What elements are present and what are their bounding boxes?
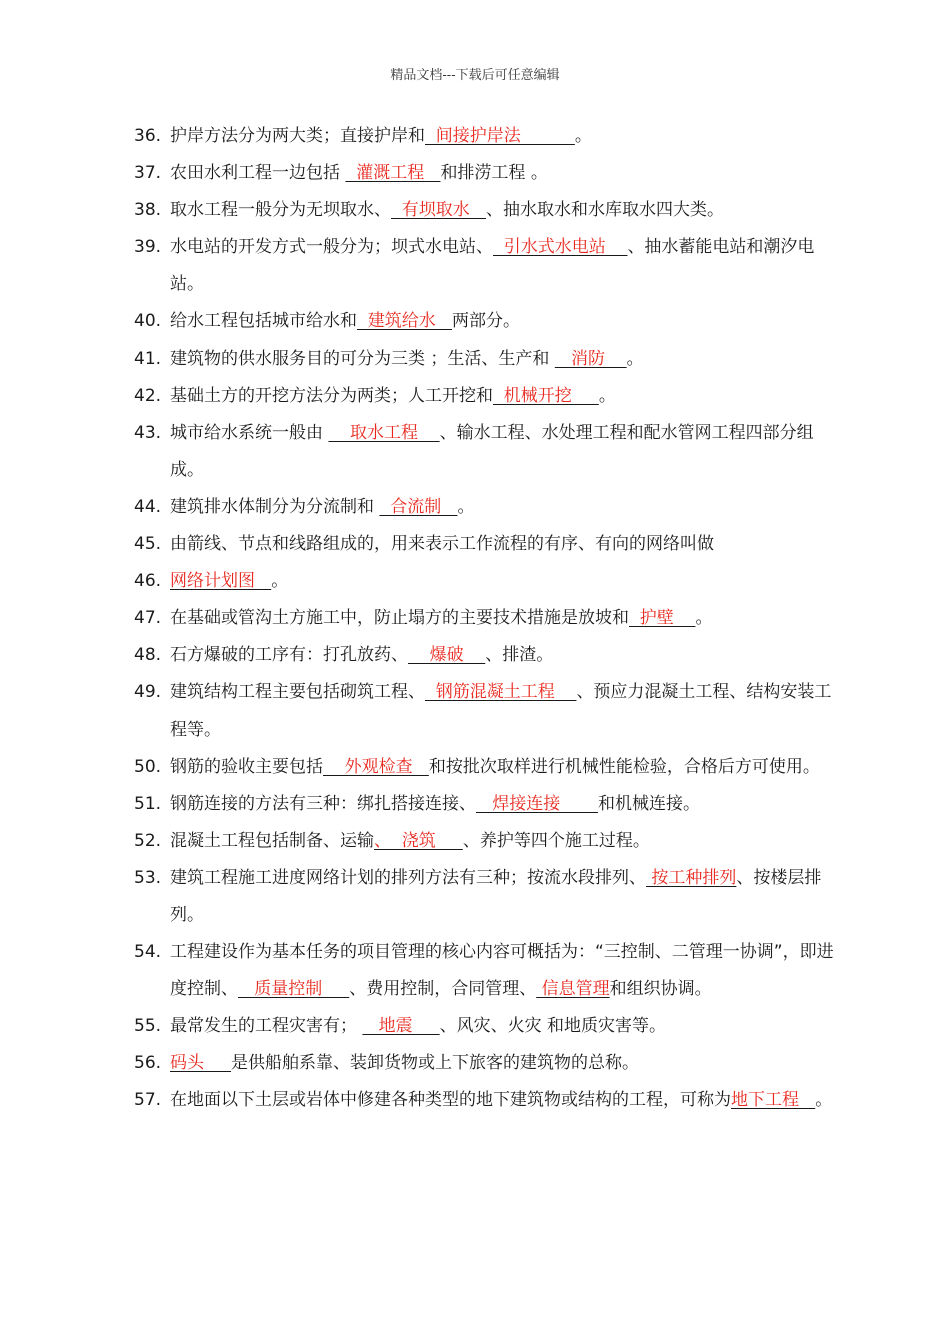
question-item bbox=[134, 303, 834, 340]
question-segment: 建筑物的供水服务目的可分为三类 ；生活、生产和 bbox=[170, 348, 555, 369]
question-segment: 和机械连接。 bbox=[598, 793, 701, 814]
question-segment: 和组织协调。 bbox=[609, 979, 712, 1000]
answer-blank: 按工种排列 bbox=[646, 867, 737, 888]
question-text bbox=[170, 303, 834, 340]
question-text bbox=[170, 674, 834, 748]
question-number: 56. bbox=[134, 1053, 162, 1074]
question-number: 42. bbox=[134, 385, 162, 406]
question-text bbox=[170, 415, 834, 489]
question-text bbox=[170, 860, 834, 934]
question-item bbox=[134, 415, 834, 489]
question-segment: 、预应力混凝土工程、结构安装工程等。 bbox=[170, 682, 832, 740]
question-text bbox=[170, 192, 834, 229]
question-segment: 、按楼层排列。 bbox=[170, 867, 822, 925]
question-item bbox=[134, 1082, 834, 1119]
answer-blank: 爆破 bbox=[408, 645, 486, 666]
answer-blank: 灌溉工程 bbox=[345, 163, 441, 184]
question-text bbox=[170, 1008, 834, 1045]
answer-blank: 网络计划图 bbox=[170, 571, 272, 592]
question-number: 52. bbox=[134, 830, 162, 851]
answer-blank: 间接护岸法 bbox=[425, 126, 575, 146]
question-segment: 钢筋连接的方法有三种：绑扎搭接连接、 bbox=[170, 793, 476, 814]
question-item bbox=[134, 1008, 834, 1045]
question-item bbox=[134, 526, 834, 563]
answer-blank: 取水工程 bbox=[328, 422, 440, 443]
question-segment: 、养护等四个施工过程。 bbox=[462, 830, 650, 851]
question-segment: 。 bbox=[598, 385, 616, 406]
question-text bbox=[170, 823, 834, 860]
question-segment: 、费用控制，合同管理、 bbox=[349, 979, 537, 1000]
question-item bbox=[134, 118, 834, 155]
question-number: 53. bbox=[134, 867, 162, 888]
answer-blank: 建筑给水 bbox=[357, 311, 453, 332]
question-segment: 由箭线、节点和线路组成的，用来表示工作流程的有序、有向的网络叫做 bbox=[170, 534, 714, 555]
question-item bbox=[134, 489, 834, 526]
question-segment: 农田水利工程一边包括 bbox=[170, 163, 346, 184]
question-item bbox=[134, 600, 834, 637]
question-item bbox=[134, 192, 834, 229]
question-text bbox=[170, 378, 834, 415]
question-text bbox=[170, 229, 834, 303]
question-number: 37. bbox=[134, 163, 162, 184]
question-text bbox=[170, 118, 834, 155]
question-segment: 水电站的开发方式一般分为；坝式水电站、 bbox=[170, 237, 493, 258]
question-number: 47. bbox=[134, 608, 162, 629]
answer-blank: 外观检查 bbox=[323, 756, 429, 777]
question-segment: 最常发生的工程灾害有； bbox=[170, 1016, 363, 1037]
question-text bbox=[170, 934, 834, 1008]
question-text bbox=[170, 155, 834, 192]
question-number: 40. bbox=[134, 311, 162, 332]
question-segment: 钢筋的验收主要包括 bbox=[170, 756, 323, 777]
question-segment: 。 bbox=[271, 571, 289, 592]
answer-blank: 码头 bbox=[170, 1053, 232, 1074]
question-number: 41. bbox=[134, 348, 162, 369]
question-segment: 。 bbox=[574, 126, 592, 146]
answer-blank: 信息管理 bbox=[536, 979, 610, 1000]
answer-blank: 地震 bbox=[362, 1016, 440, 1037]
question-segment: 。 bbox=[626, 348, 644, 369]
question-number: 50. bbox=[134, 756, 162, 777]
question-segment: 、风灾、火灾 和地质灾害等。 bbox=[439, 1016, 667, 1037]
question-text bbox=[170, 1045, 834, 1082]
question-item bbox=[134, 378, 834, 415]
question-number: 39. bbox=[134, 237, 162, 258]
question-segment: 、输水工程、水处理工程和配水管网工程四部分组成。 bbox=[170, 422, 814, 480]
question-number: 38. bbox=[134, 200, 162, 221]
question-text bbox=[170, 341, 834, 378]
question-text bbox=[170, 563, 834, 600]
page-header: 精品文档---下载后可任意编辑 bbox=[390, 68, 560, 83]
answer-blank: 机械开挖 bbox=[493, 385, 599, 406]
question-segment: 混凝土工程包括制备、运输 bbox=[170, 830, 374, 851]
question-segment: 和排涝工程 。 bbox=[440, 163, 548, 184]
question-segment: 工程建设作为基本任务的项目管理的核心内容可概括为：“三控制、二管理一协调”，即进度控制、 bbox=[170, 942, 834, 1000]
question-item bbox=[134, 563, 834, 600]
question-number: 46. bbox=[134, 571, 162, 592]
answer-blank: 有坝取水 bbox=[391, 200, 487, 221]
question-segment: 给水工程包括城市给水和 bbox=[170, 311, 357, 332]
question-segment: 、排渣。 bbox=[485, 645, 554, 666]
question-text bbox=[170, 637, 834, 674]
answer-blank: 合流制 bbox=[379, 496, 458, 517]
question-segment: 。 bbox=[457, 496, 475, 517]
question-number: 54. bbox=[134, 942, 162, 963]
question-segment: 。 bbox=[695, 608, 713, 629]
question-number: 43. bbox=[134, 422, 162, 443]
question-segment: 护岸方法分为两大类；直接护岸和 bbox=[170, 126, 425, 146]
answer-blank: 引水式水电站 bbox=[493, 237, 628, 258]
question-segment: 城市给水系统一般由 bbox=[170, 422, 329, 443]
answer-blank: 钢筋混凝土工程 bbox=[425, 682, 577, 703]
question-segment: 基础土方的开挖方法分为两类；人工开挖和 bbox=[170, 385, 493, 406]
question-segment: 两部分。 bbox=[452, 311, 521, 332]
question-item bbox=[134, 749, 834, 786]
question-number: 44. bbox=[134, 496, 162, 517]
question-text bbox=[170, 526, 834, 563]
question-segment: 建筑工程施工进度网络计划的排列方法有三种；按流水段排列、 bbox=[170, 867, 646, 888]
question-segment: 石方爆破的工序有：打孔放药、 bbox=[170, 645, 408, 666]
question-item bbox=[134, 637, 834, 674]
question-segment: 取水工程一般分为无坝取水、 bbox=[170, 200, 391, 221]
question-number: 57. bbox=[134, 1090, 162, 1111]
question-text bbox=[170, 600, 834, 637]
question-number: 51. bbox=[134, 793, 162, 814]
question-list bbox=[134, 118, 834, 1120]
question-segment: 、抽水取水和水库取水四大类。 bbox=[486, 200, 725, 221]
question-number: 45. bbox=[134, 534, 162, 555]
question-segment: 在基础或管沟土方施工中，防止塌方的主要技术措施是放坡和 bbox=[170, 608, 629, 629]
answer-blank: 质量控制 bbox=[238, 979, 350, 1000]
question-item bbox=[134, 155, 834, 192]
answer-blank: 消防 bbox=[554, 348, 627, 369]
question-segment: 建筑结构工程主要包括砌筑工程、 bbox=[170, 682, 425, 703]
question-item bbox=[134, 860, 834, 934]
question-segment: 。 bbox=[815, 1090, 833, 1111]
question-item bbox=[134, 934, 834, 1008]
question-item bbox=[134, 786, 834, 823]
question-text bbox=[170, 489, 834, 526]
question-number: 48. bbox=[134, 645, 162, 666]
question-segment: 是供船舶系靠、装卸货物或上下旅客的建筑物的总称。 bbox=[231, 1053, 640, 1074]
question-item bbox=[134, 823, 834, 860]
question-number: 49. bbox=[134, 682, 162, 703]
answer-blank: 、 浇筑 bbox=[374, 830, 463, 851]
question-number: 55. bbox=[134, 1016, 162, 1037]
question-item bbox=[134, 674, 834, 748]
question-text bbox=[170, 786, 834, 823]
question-text bbox=[170, 749, 834, 786]
question-segment: 和按批次取样进行机械性能检验，合格后方可使用。 bbox=[428, 756, 820, 777]
question-text bbox=[170, 1082, 834, 1119]
question-segment: 建筑排水体制分为分流制和 bbox=[170, 496, 380, 517]
question-number: 36. bbox=[134, 126, 162, 146]
question-item bbox=[134, 341, 834, 378]
question-item bbox=[134, 1045, 834, 1082]
answer-blank: 焊接连接 bbox=[476, 793, 599, 814]
answer-blank: 地下工程 bbox=[731, 1090, 816, 1111]
question-segment: 在地面以下土层或岩体中修建各种类型的地下建筑物或结构的工程，可称为 bbox=[170, 1090, 731, 1111]
question-segment: 、抽水蓄能电站和潮汐电站。 bbox=[170, 237, 815, 295]
answer-blank: 护壁 bbox=[629, 608, 696, 629]
question-item bbox=[134, 229, 834, 303]
